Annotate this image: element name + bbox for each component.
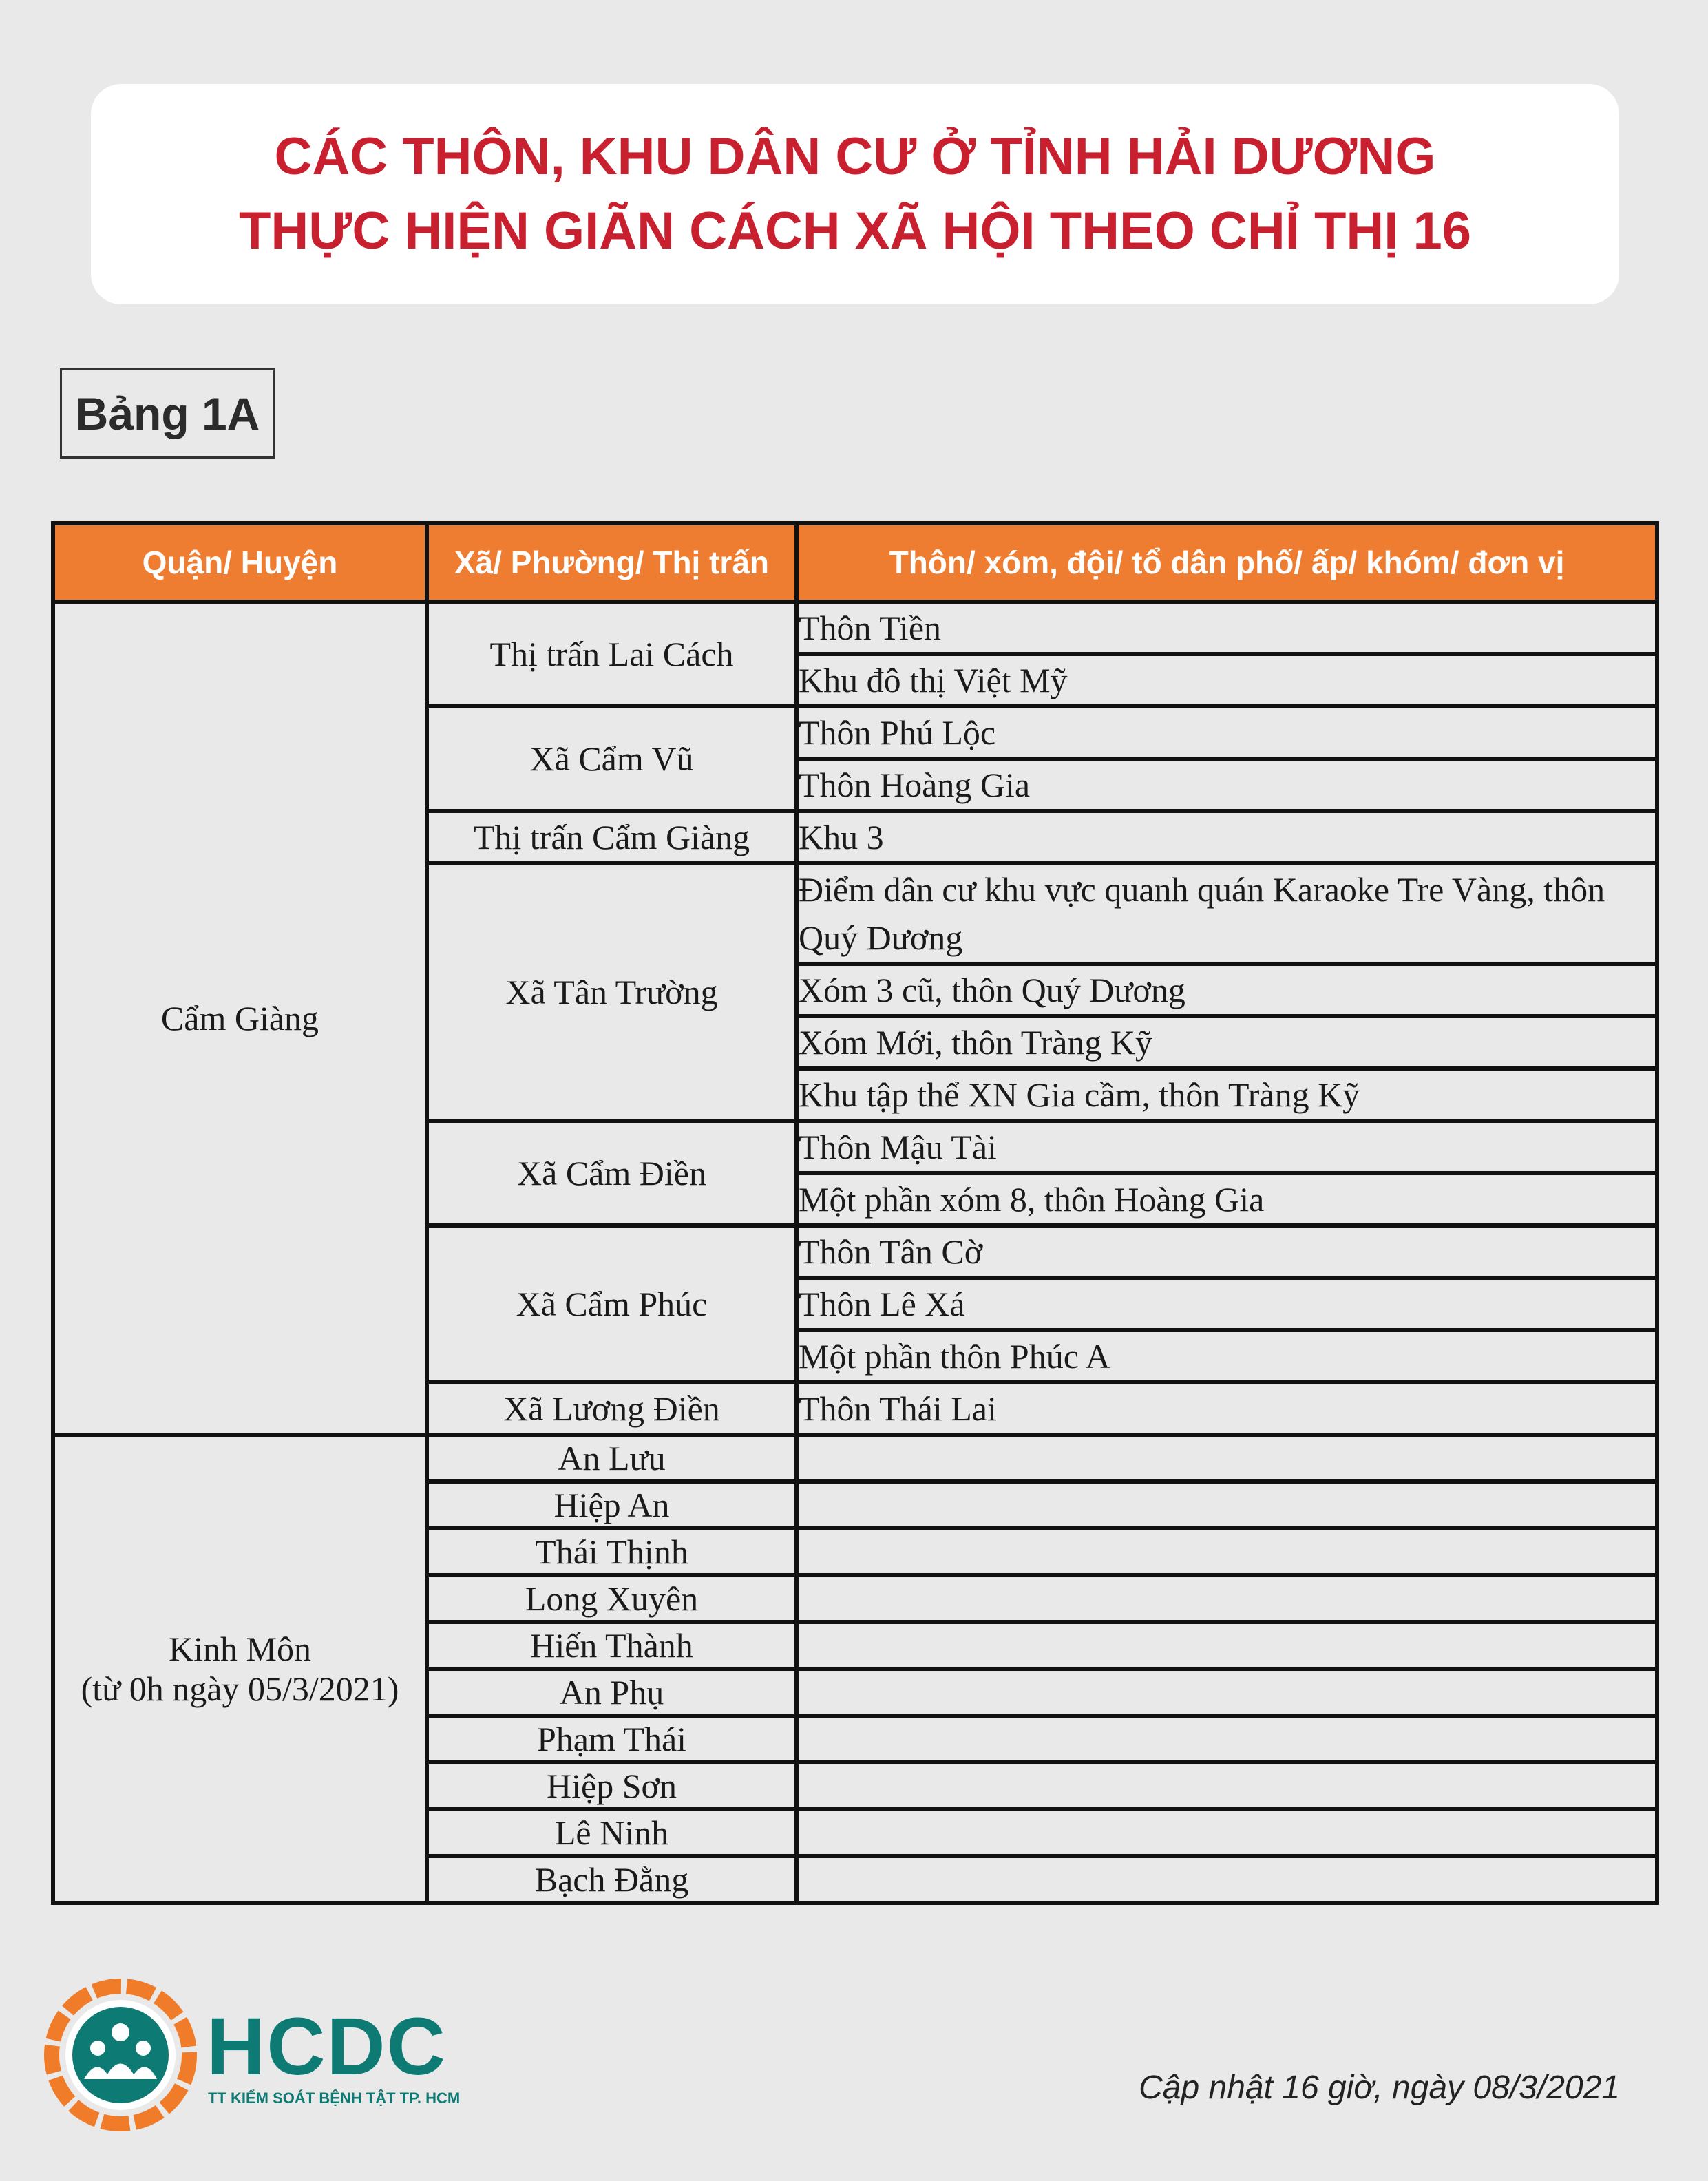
- title-card: [91, 84, 1619, 304]
- brand-subtitle: TT KIỂM SOÁT BỆNH TẬT TP. HCM: [208, 2089, 461, 2107]
- commune-name: Thị trấn Lai Cách: [427, 602, 797, 706]
- unit-name: Thôn Tiền: [797, 602, 1657, 654]
- unit-name: [797, 1809, 1657, 1856]
- unit-name: [797, 1575, 1657, 1622]
- header-district: Quận/ Huyện: [53, 523, 427, 602]
- unit-name: [797, 1435, 1657, 1482]
- unit-name: Xóm 3 cũ, thôn Quý Dương: [797, 964, 1657, 1016]
- unit-name: [797, 1716, 1657, 1762]
- unit-name: Thôn Lê Xá: [797, 1278, 1657, 1330]
- unit-name: Xóm Mới, thôn Tràng Kỹ: [797, 1016, 1657, 1068]
- commune-name: Thái Thịnh: [427, 1528, 797, 1575]
- commune-name: Lê Ninh: [427, 1809, 797, 1856]
- table-label: Bảng 1A: [60, 368, 275, 459]
- table-row: [53, 602, 1657, 654]
- unit-name: Một phần xóm 8, thôn Hoàng Gia: [797, 1173, 1657, 1225]
- title-line-2: THỰC HIỆN GIÃN CÁCH XÃ HỘI THEO CHỈ THỊ 16: [238, 202, 1472, 260]
- unit-name: Thôn Phú Lộc: [797, 706, 1657, 759]
- unit-name: Khu 3: [797, 811, 1657, 863]
- title-line-1: CÁC THÔN, KHU DÂN CƯ Ở TỈNH HẢI DƯƠNG: [274, 127, 1436, 186]
- header-unit: Thôn/ xóm, đội/ tổ dân phố/ ấp/ khóm/ đơn vị: [797, 523, 1657, 602]
- unit-name: [797, 1856, 1657, 1903]
- unit-name: Khu tập thể XN Gia cầm, thôn Tràng Kỹ: [797, 1068, 1657, 1121]
- commune-name: Xã Cẩm Điền: [427, 1121, 797, 1225]
- district-name: Kinh Môn: [169, 1630, 311, 1668]
- commune-name: Xã Lương Điền: [427, 1382, 797, 1435]
- unit-name: [797, 1622, 1657, 1669]
- unit-name: [797, 1762, 1657, 1809]
- commune-name: Hiệp An: [427, 1482, 797, 1528]
- unit-name: [797, 1482, 1657, 1528]
- commune-name: Long Xuyên: [427, 1575, 797, 1622]
- brand-name: HCDC: [207, 2001, 447, 2092]
- unit-name: Một phần thôn Phúc A: [797, 1330, 1657, 1382]
- hcdc-logo-icon: [41, 1976, 200, 2134]
- commune-name: Bạch Đằng: [427, 1856, 797, 1903]
- commune-name: Xã Cẩm Vũ: [427, 706, 797, 811]
- unit-name: Khu đô thị Việt Mỹ: [797, 654, 1657, 706]
- table-body: [53, 602, 1657, 1903]
- table-header-row: [53, 523, 1657, 602]
- district-note: (từ 0h ngày 05/3/2021): [81, 1669, 399, 1708]
- unit-name: [797, 1669, 1657, 1716]
- lockdown-table: [51, 521, 1659, 1905]
- commune-name: An Phụ: [427, 1669, 797, 1716]
- unit-name: Thôn Hoàng Gia: [797, 759, 1657, 811]
- unit-name: Điểm dân cư khu vực quanh quán Karaoke Tre Vàng, thôn Quý Dương: [797, 863, 1657, 964]
- commune-name: Hiến Thành: [427, 1622, 797, 1669]
- commune-name: An Lưu: [427, 1435, 797, 1482]
- district-name: Cẩm Giàng: [160, 999, 319, 1037]
- table-row: [53, 1435, 1657, 1482]
- header-commune: Xã/ Phường/ Thị trấn: [427, 523, 797, 602]
- commune-name: Xã Tân Trường: [427, 863, 797, 1121]
- update-timestamp: Cập nhật 16 giờ, ngày 08/3/2021: [1139, 2069, 1620, 2106]
- district-cell: [53, 1435, 427, 1903]
- commune-name: Hiệp Sơn: [427, 1762, 797, 1809]
- commune-name: Thị trấn Cẩm Giàng: [427, 811, 797, 863]
- district-cell: [53, 602, 427, 1435]
- commune-name: Xã Cẩm Phúc: [427, 1225, 797, 1382]
- commune-name: Phạm Thái: [427, 1716, 797, 1762]
- unit-name: Thôn Thái Lai: [797, 1382, 1657, 1435]
- unit-name: Thôn Mậu Tài: [797, 1121, 1657, 1173]
- unit-name: [797, 1528, 1657, 1575]
- unit-name: Thôn Tân Cờ: [797, 1225, 1657, 1278]
